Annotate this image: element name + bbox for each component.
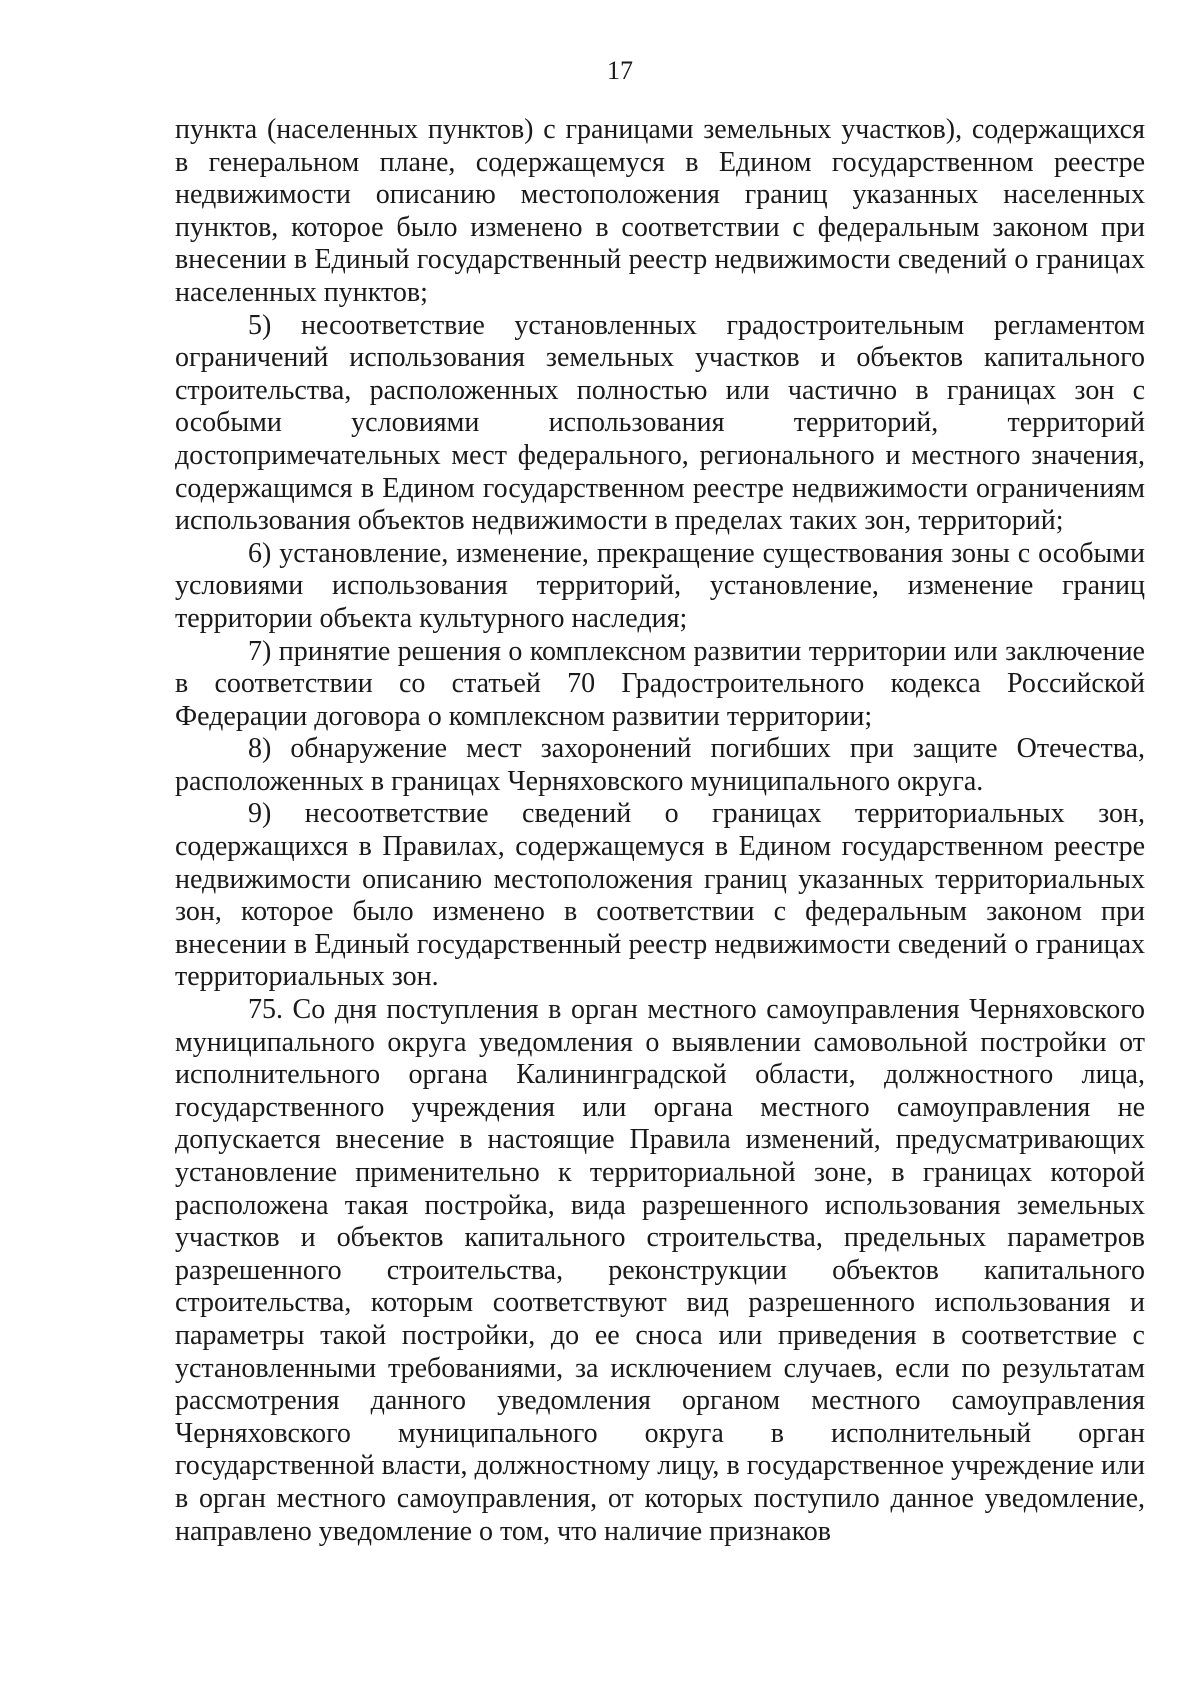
document-body (175, 114, 1145, 1548)
paragraph-item-9: 9) несоответствие сведений о границах территориальных зон, содержащихся в Правилах, содержащемуся в Едином государственном реестре недвижимости описанию местоположения границ указанных территориальных зон, которое было изменено в соответствии с федеральным законом при внесении в Единый государственный реестр недвижимости сведений о границах территориальных зон. (175, 798, 1145, 993)
paragraph-continuation: пункта (населенных пунктов) с границами земельных участков), содержащихся в генеральном плане, содержащемуся в Едином государственном реестре недвижимости описанию местоположения границ указанных населенных пунктов, которое было изменено в соответствии с федеральным законом при внесении в Единый государственный реестр недвижимости сведений о границах населенных пунктов; (175, 114, 1145, 308)
paragraph-item-6: 6) установление, изменение, прекращение существования зоны с особыми условиями использования территорий, установление, изменение границ территории объекта культурного наследия; (175, 537, 1145, 634)
paragraph-clause-75: 75. Со дня поступления в орган местного самоуправления Черняховского муниципального округа уведомления о выявлении самовольной постройки от исполнительного органа Калининградской области, должностного лица, государственного учреждения или органа местного самоуправления не допускается внесение в настоящие Правила изменений, предусматривающих установление применительно к территориальной зоне, в границах которой расположена такая постройка, вида разрешенного использования земельных участков и объектов капитального строительства, предельных параметров разрешенного строительства, реконструкции объектов капитального строительства, которым соответствуют вид разрешенного использования и параметры такой постройки, до ее сноса или приведения в соответствие с установленными требованиями, за исключением случаев, если по результатам рассмотрения данного уведомления органом местного самоуправления Черняховского муниципального округа в исполнительный орган государственной власти, должностному лицу, в государственное учреждение или в орган местного самоуправления, от которых поступило данное уведомление, направлено уведомление о том, что наличие признаков (175, 994, 1145, 1547)
paragraph-item-5: 5) несоответствие установленных градостроительным регламентом ограничений использования земельных участков и объектов капитального строительства, расположенных полностью или частично в границах зон с особыми условиями использования территорий, территорий достопримечательных мест федерального, регионального и местного значения, содержащимся в Едином государственном реестре недвижимости ограничениям использования объектов недвижимости в пределах таких зон, территорий; (175, 309, 1145, 537)
paragraph-item-8: 8) обнаружение мест захоронений погибших при защите Отечества, расположенных в границах Черняховского муниципального округа. (175, 733, 1145, 797)
page-number: 17 (607, 56, 633, 85)
paragraph-item-7: 7) принятие решения о комплексном развитии территории или заключение в соответствии со статьей 70 Градостроительного кодекса Российской Федерации договора о комплексном развитии территории; (175, 635, 1145, 732)
